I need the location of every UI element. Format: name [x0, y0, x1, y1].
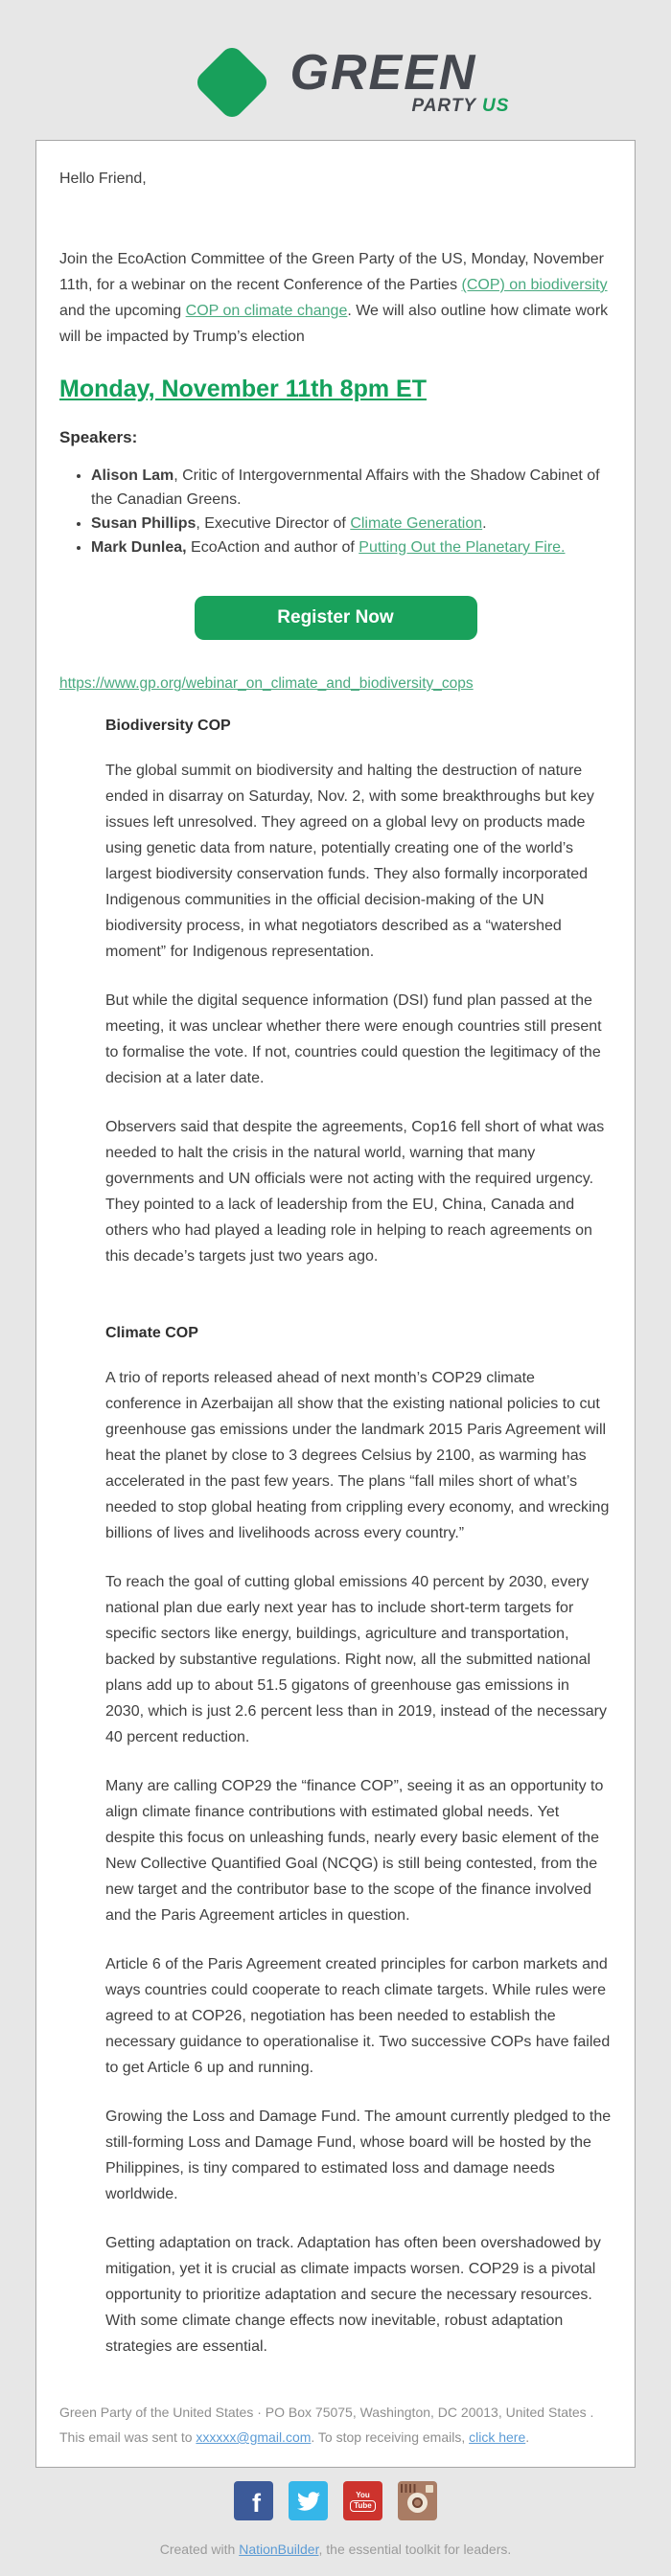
- cop-climate-change-link[interactable]: COP on climate change: [185, 303, 348, 319]
- climate-cop-heading: Climate COP: [105, 1325, 198, 1341]
- credit-text: , the essential toolkit for leaders.: [318, 2542, 512, 2557]
- footer-text: . To stop receiving emails,: [311, 2429, 470, 2445]
- biodiversity-paragraph-3: Observers said that despite the agreements, Cop16 fell short of what was needed to halt the crisis in the natural world, warning that many governments and UN officials were not acting with the required urgency. They pointed to a lack of leadership from the EU, China, Canada and others who had played a leading role in helping to reach agreements on this decade’s targets just two years ago.: [105, 1119, 605, 1265]
- biodiversity-paragraph-1: The global summit on biodiversity and halting the destruction of nature ended in disarray on Saturday, Nov. 2, with some breakthroughs but key issues left unresolved. They agreed on a global levy on products made using genetic data from nature, potentially creating one of the world’s largest biodiversity conservation funds. They also formally incorporated Indigenous communities in the official decision-making of the UN biodiversity process, in what negotiators described as a “watershed moment” for Indigenous representation.: [105, 763, 594, 960]
- instagram-stripes: [401, 2484, 417, 2493]
- intro-text: Join the EcoAction Committee of the Green Party of the US, Monday, November 11th, for a webinar on the recent Conference of the Parties: [59, 251, 604, 293]
- register-button-row: [59, 596, 612, 640]
- logo-green-text: GREEN: [289, 45, 477, 101]
- speaker-description: , Critic of Intergovernmental Affairs with the Shadow Cabinet of the Canadian Greens.: [91, 467, 600, 508]
- speaker-description: , Executive Director of: [196, 515, 351, 532]
- speakers-list: [59, 464, 612, 559]
- speaker-description: EcoAction and author of: [186, 539, 359, 556]
- climate-paragraph-5: Growing the Loss and Damage Fund. The amount currently pledged to the still-forming Loss and Damage Fund, whose board will be hosted by the Philippines, is tiny compared to estimated loss and damage needs worldwide.: [105, 2109, 612, 2202]
- register-now-button[interactable]: Register Now: [195, 596, 477, 640]
- nationbuilder-credit: [0, 2542, 671, 2576]
- biodiversity-paragraph-2: But while the digital sequence information (DSI) fund plan passed at the meeting, it was unclear whether there were enough countries still present to formalise the vote. If not, countries could question the legitimacy of the decision at a later date.: [105, 992, 602, 1086]
- cop-biodiversity-link[interactable]: (COP) on biodiversity: [461, 277, 608, 293]
- diamond-logo-icon: [193, 43, 271, 122]
- footer-address: [59, 2400, 612, 2450]
- speaker-item-susan-phillips: [91, 512, 612, 536]
- twitter-bird-glyph: [297, 2490, 320, 2513]
- speaker-item-mark-dunlea: [91, 536, 612, 559]
- climate-paragraph-3: Many are calling COP29 the “finance COP”, seeing it as an opportunity to align climate finance contributions with estimated global needs. Yet despite this focus on unleashing funds, nearly every basic element of the New Collective Quantified Goal (NCQG) is still being contested, from the new target and the contributor base to the scope of the finance involved and the Paris Agreement articles in question.: [105, 1778, 604, 1924]
- speaker-name: Alison Lam: [91, 467, 174, 484]
- climate-paragraph-1: A trio of reports released ahead of next month’s COP29 climate conference in Azerbaijan all show that the existing national policies to cut greenhouse gas emissions under the landmark 2015 Paris Agreement will heat the planet by close to 3 degrees Celsius by 2100, as warming has accelerated in the past few years. The plans “fall miles short of what’s needed to stop global heating from crippling every economy, and wrecking billions of lives and livelihoods across every country.”: [105, 1370, 610, 1541]
- email-body-card: [35, 140, 636, 2468]
- social-links-row: [0, 2481, 671, 2520]
- footer-text: .: [525, 2429, 530, 2445]
- logo-us-text: US: [482, 96, 510, 116]
- newsletter-content: [105, 718, 612, 2359]
- unsubscribe-link[interactable]: click here: [469, 2429, 526, 2445]
- speaker-name: Mark Dunlea,: [91, 539, 187, 556]
- event-date-heading: Monday, November 11th 8pm ET: [59, 376, 427, 402]
- greeting: Hello Friend,: [59, 171, 147, 187]
- instagram-icon[interactable]: [398, 2481, 437, 2520]
- email-header: [0, 0, 671, 125]
- youtube-tube-badge: Tube: [350, 2500, 376, 2512]
- climate-paragraph-4: Article 6 of the Paris Agreement created principles for carbon markets and ways countries could cooperate to reach climate targets. While rules were agreed to at COP26, negotiation has been needed to establish the necessary guidance to operationalise it. Two successive COPs have failed to get Article 6 up and running.: [105, 1956, 611, 2076]
- recipient-email-link[interactable]: xxxxxx@gmail.com: [196, 2429, 312, 2445]
- webinar-url-row: [59, 675, 612, 693]
- climate-paragraph-6: Getting adaptation on track. Adaptation has often been overshadowed by mitigation, yet it is crucial as climate impacts worsen. COP29 is a pivotal opportunity to prioritize adaptation and secure the necessary resources. With some climate change effects now inevitable, robust adaptation strategies are essential.: [105, 2235, 601, 2355]
- speaker-name: Susan Phillips: [91, 515, 197, 532]
- footer-text: Green Party of the United States · PO Box 75075, Washington, DC 20013, United States . This email was sent to: [59, 2405, 594, 2445]
- intro-text: and the upcoming: [59, 303, 186, 319]
- climate-paragraph-2: To reach the goal of cutting global emissions 40 percent by 2030, every national plan due early next year has to include short-term targets for specific sectors like energy, buildings, agriculture and transportation, backed by substantive regulations. Right now, all the submitted national plans add up to about 51.5 gigatons of greenhouse gas emissions in 2030, which is just 2.6 percent less than in 2019, instead of the necessary 40 percent reduction.: [105, 1574, 607, 1745]
- instagram-viewfinder: [426, 2485, 433, 2493]
- nationbuilder-link[interactable]: NationBuilder: [239, 2542, 319, 2557]
- facebook-f-glyph: f: [252, 2489, 261, 2518]
- facebook-icon[interactable]: [234, 2481, 273, 2520]
- speaker-item-alison-lam: [91, 464, 612, 512]
- green-party-logo: [0, 40, 671, 125]
- intro-text: . We will also outline how climate work will be impacted by Trump’s election: [59, 303, 609, 345]
- planetary-fire-link[interactable]: Putting Out the Planetary Fire.: [359, 539, 566, 556]
- youtube-you-text: You: [356, 2490, 370, 2499]
- climate-generation-link[interactable]: Climate Generation: [350, 515, 483, 532]
- twitter-icon[interactable]: [289, 2481, 328, 2520]
- instagram-lens: [407, 2493, 428, 2513]
- biodiversity-cop-heading: Biodiversity COP: [105, 718, 231, 734]
- logo-party-text: PARTY: [411, 96, 476, 116]
- webinar-url-link[interactable]: https://www.gp.org/webinar_on_climate_and_biodiversity_cops: [59, 675, 474, 692]
- logo-wordmark: [289, 45, 510, 117]
- intro-paragraph: [59, 246, 612, 350]
- youtube-icon[interactable]: [343, 2481, 382, 2520]
- speaker-description: .: [482, 515, 487, 532]
- speakers-label: Speakers:: [59, 428, 138, 446]
- credit-text: Created with: [159, 2542, 240, 2557]
